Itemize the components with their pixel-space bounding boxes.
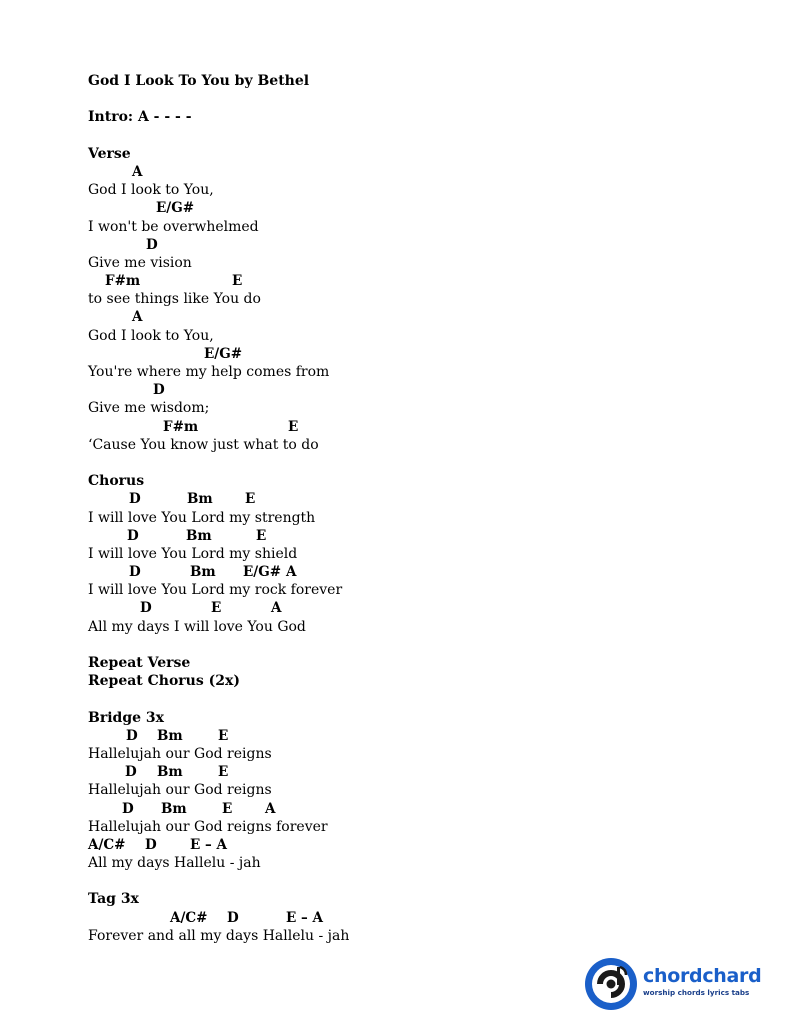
lyric-line: God I look to You, [88, 182, 214, 199]
chord: E/G# [156, 200, 195, 217]
chord: E [218, 727, 229, 744]
chord: E [232, 273, 243, 290]
chord-line [88, 800, 728, 818]
logo-tagline: worship chords lyrics tabs [643, 988, 750, 997]
spacer [88, 872, 728, 890]
chord: Bm [157, 764, 183, 781]
lyric-line: All my days Hallelu - jah [88, 855, 261, 872]
lyric-line: Hallelujah our God reigns forever [88, 818, 328, 835]
lyric-line: I will love You Lord my strength [88, 509, 316, 526]
chord-line [88, 345, 728, 363]
chord: Bm [187, 491, 213, 508]
lyric-line: I will love You Lord my rock forever [88, 582, 343, 599]
verse-heading: Verse [88, 145, 131, 162]
tag-heading: Tag 3x [88, 891, 139, 908]
chord-line [88, 490, 728, 508]
chord-line [88, 418, 728, 436]
lyric-line: Forever and all my days Hallelu - jah [88, 927, 350, 944]
spacer [88, 90, 728, 108]
chord: E – A [190, 836, 227, 853]
chord: A/C# [88, 836, 126, 853]
chord-line [88, 308, 728, 326]
chord: D [145, 836, 157, 853]
chord-line [88, 836, 728, 854]
chord-sheet [88, 72, 728, 945]
bridge-heading: Bridge 3x [88, 709, 164, 726]
chord: D [122, 800, 134, 817]
chord: A [286, 564, 297, 581]
chord: A [132, 163, 143, 180]
chord: D [129, 564, 141, 581]
chorus-heading: Chorus [88, 473, 145, 490]
intro-line: Intro: A - - - - [88, 109, 192, 126]
chord: A [132, 309, 143, 326]
chord-line [88, 199, 728, 217]
chord: D [125, 764, 137, 781]
chord: E [256, 527, 267, 544]
chordchard-logo [583, 955, 763, 1013]
chord: D [129, 491, 141, 508]
chord: D [127, 527, 139, 544]
chord: E [245, 491, 256, 508]
lyric-line: You're where my help comes from [88, 364, 330, 380]
chord-line [88, 381, 728, 399]
spacer [88, 636, 728, 654]
chord: Bm [190, 564, 216, 581]
lyric-line: ‘Cause You know just what to do [88, 436, 319, 453]
lyric-line: to see things like You do [88, 291, 261, 308]
chord: F#m [163, 418, 199, 435]
lyric-line: I won't be overwhelmed [88, 218, 259, 235]
music-note-circle-icon [583, 955, 639, 1013]
chord: D [227, 909, 239, 926]
lyric-line: Hallelujah our God reigns [88, 745, 272, 762]
chord: D [140, 600, 152, 617]
lyric-line: Hallelujah our God reigns [88, 782, 272, 799]
spacer [88, 127, 728, 145]
chord: A [265, 800, 276, 817]
chord: D [146, 236, 158, 253]
chord: A/C# [170, 909, 208, 926]
spacer [88, 690, 728, 708]
chord: Bm [157, 727, 183, 744]
spacer [88, 454, 728, 472]
chord-line [88, 236, 728, 254]
repeat-chorus: Repeat Chorus (2x) [88, 673, 240, 690]
chord: A [271, 600, 282, 617]
repeat-verse: Repeat Verse [88, 655, 191, 671]
chord: E [211, 600, 222, 617]
chord: D [126, 727, 138, 744]
lyric-line: Give me wisdom; [88, 400, 210, 417]
lyric-line: God I look to You, [88, 327, 214, 344]
chord: Bm [186, 527, 212, 544]
chord-line [88, 563, 728, 581]
chord: E/G# [204, 345, 243, 362]
chord: E [222, 800, 233, 817]
logo-wordmark: chordchard [643, 965, 762, 987]
chord-line [88, 909, 728, 927]
chord: F#m [105, 273, 141, 290]
chord-line [88, 527, 728, 545]
chord-line [88, 599, 728, 617]
chord-line [88, 272, 728, 290]
chord: E/G# [243, 564, 282, 581]
chord-line [88, 727, 728, 745]
chord: Bm [161, 800, 187, 817]
chord-line [88, 763, 728, 781]
lyric-line: Give me vision [88, 254, 192, 271]
chord: E [288, 418, 299, 435]
chord: E – A [286, 909, 323, 926]
song-title: God I Look To You by Bethel [88, 73, 310, 89]
lyric-line: I will love You Lord my shield [88, 545, 298, 562]
chord: E [218, 764, 229, 781]
chord: D [153, 382, 165, 399]
chord-line [88, 163, 728, 181]
lyric-line: All my days I will love You God [88, 618, 306, 635]
